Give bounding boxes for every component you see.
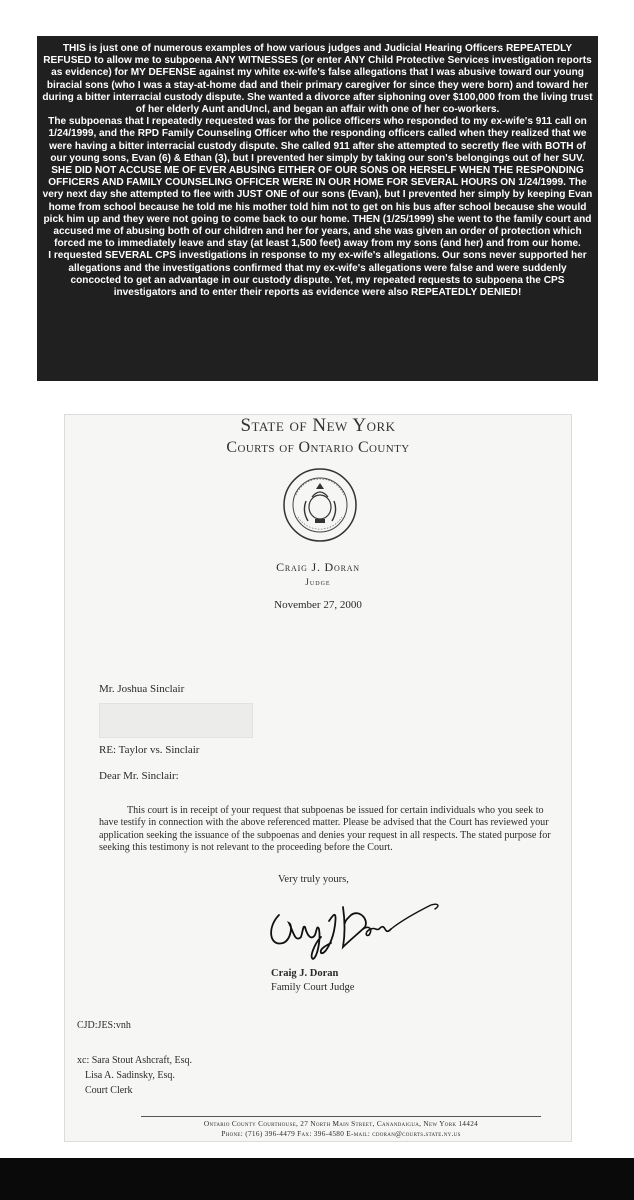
judge-name: Craig J. Doran [276,560,360,574]
letterhead-state: State of New York [240,415,396,436]
court-letter [64,414,572,1142]
footer-divider [141,1116,541,1117]
re-line: RE: Taylor vs. Sinclair [99,744,200,756]
signer-title: Family Court Judge [271,982,355,993]
new-york-state-seal-icon [282,467,358,543]
post-paragraph-1: THIS is just one of numerous examples of how various judges and Judicial Hearing Officers REPEATEDLY REFUSED to allow me to subpoena ANY WITNESSES (or enter ANY Child Protective Services investigation reports as evidence) for MY DEFENSE against my white ex-wife's false allegations that I was abusive toward our young biracial sons (who I was a stay-at-home dad and their primary caregiver for since they were born) and toward her during a bitter interracial custody dispute. She wanted a divorce after siphoning over $100,000 from the living trust of her elderly Aunt andUncl, and began an affair with one of her co-workers. [42,43,593,116]
cc-recipient-2: Lisa A. Sadinsky, Esq. [85,1070,175,1081]
cc-recipient-3: Court Clerk [85,1085,133,1096]
redacted-address [99,703,253,738]
cc-recipient-1: xc: Sara Stout Ashcraft, Esq. [77,1055,192,1066]
recipient-name: Mr. Joshua Sinclair [99,683,185,695]
reference-initials: CJD:JES:vnh [77,1020,131,1031]
salutation: Dear Mr. Sinclair: [99,770,179,782]
handwritten-signature [265,885,445,965]
post-paragraph-3: I requested SEVERAL CPS investigations in response to my ex-wife's allegations. Our sons never supported her allegations and the investigations confirmed that my ex-wife's allegations were false and were suddenly concocted to get an advantage in our custody dispute. Yet, my repeated requests to subpoena the CPS investigators and to enter their reports as evidence were also REPEATEDLY DENIED! [48,250,587,299]
letter-body: This court is in receipt of your request that subpoenas be issued for certain individuals who you seek to have testify in connection with the above referenced matter. Please be advised that the Court has reviewed your application seeking the issuance of the subpoenas and denies your request in all respects. The stated purpose for seeking this testimony is not relevant to the proceeding before the Court. [99,805,551,853]
letterhead-courts: Courts of Ontario County [226,439,410,456]
judge-title: Judge [305,577,331,587]
letter-date: November 27, 2000 [274,599,362,611]
bottom-bar [0,1158,634,1200]
footer-contact: Phone: (716) 396-4479 Fax: 396-4580 E-mail: cdoran@courts.state.ny.us [221,1129,461,1138]
closing: Very truly yours, [278,874,349,885]
post-paragraph-2: The subpoenas that I repeatedly requested was for the police officers who responded to my ex-wife's 911 call on 1/24/1999, and the RPD Family Counseling Officer who the responding officers called when they realized that we were having a bitter interracial custody dispute. She called 911 after she attempted to secretly flee with BOTH of our young sons, Evan (6) & Ethan (3), but I prevented her simply by taking our son's belongings out of her SUV. SHE DID NOT ACCUSE ME OF EVER ABUSING EITHER OF OUR SONS OR HERSELF WHEN THE RESPONDING OFFICERS AND FAMILY COUNSELING OFFICER WERE IN OUR HOME FOR SEVERAL HOURS ON 1/24/1999. The very next day she attempted to flee with JUST ONE of our sons (Evan), but I prevented her simply by keeping Evan home from school because he told me his mother told him not to get on his bus after school because she would pick him up and they were not going to come back to our home. THEN (1/25/1999) she went to the family court and accused me of abusing both of our children and her for years, and she was given an order of protection which forced me to immediately leave and stay (at least 1,500 feet) away from my sons (and her) and from our home. [42,116,593,250]
footer-address: Ontario County Courthouse, 27 North Main Street, Canandaigua, New York 14424 [203,1119,479,1128]
post-text-box [37,36,598,381]
signer-name: Craig J. Doran [271,968,339,979]
